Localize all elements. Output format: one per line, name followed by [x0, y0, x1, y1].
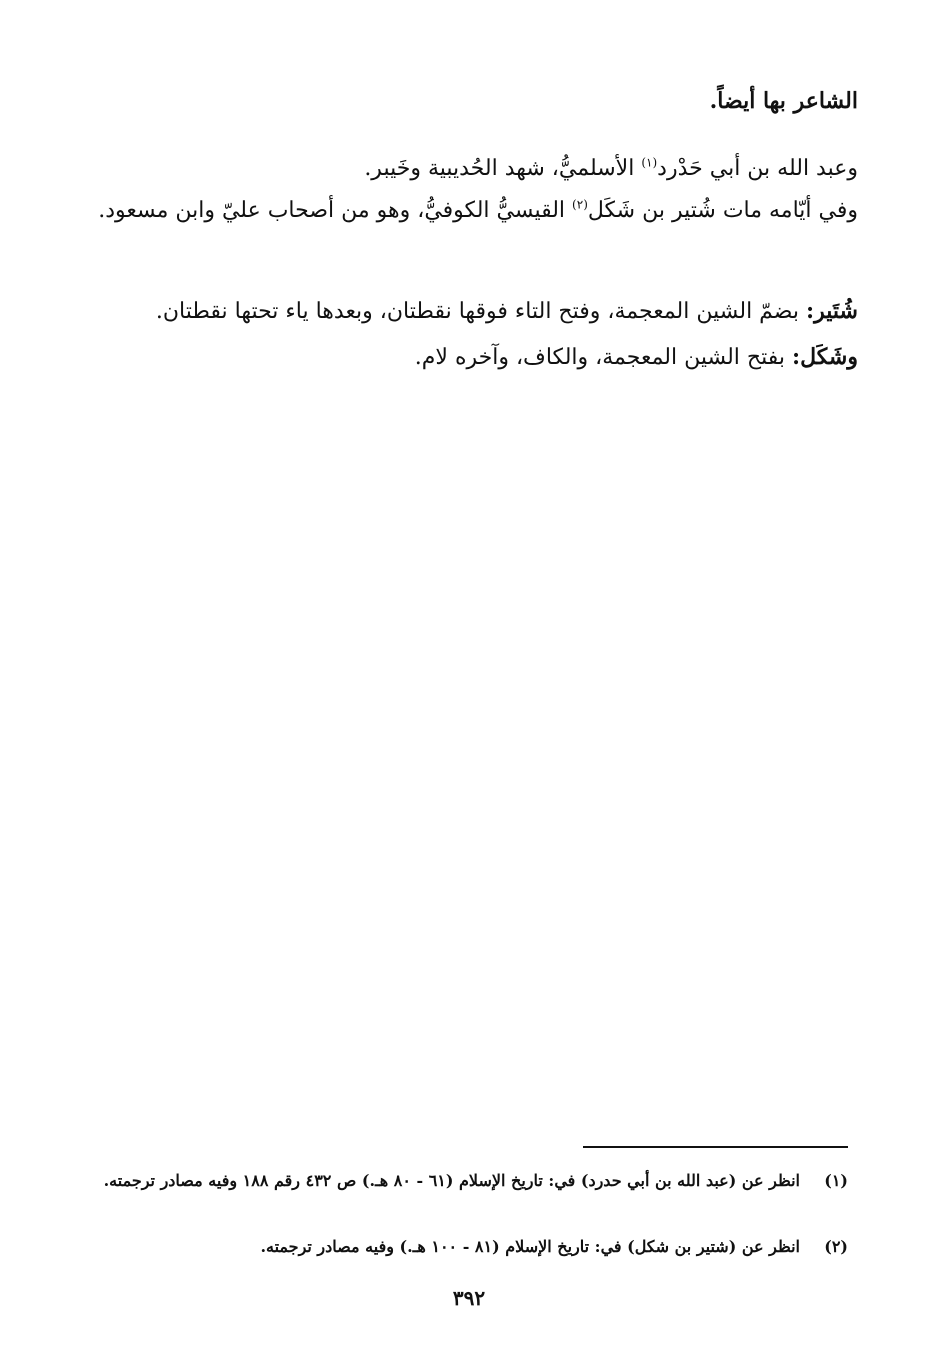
term-shakal: وشَكَل:: [792, 344, 858, 370]
spelling-shutair-text: بضمّ الشين المعجمة، وفتح التاء فوقها نقطتان، وبعدها ياء تحتها نقطتان.: [155, 299, 807, 324]
footnote-ref-1: (١): [641, 155, 658, 170]
footnote-1-text: انظر عن (عبد الله بن أبي حدرد) في: تاريخ الإسلام (٦١ - ٨٠ هـ.) ص ٤٣٢ رقم ١٨٨ وفيه مصادر ترجمته.: [103, 1171, 800, 1190]
paragraph-shutair: [55, 190, 858, 232]
paragraph-abdullah-start: وعبد الله بن أبي حَدْرد: [657, 156, 858, 181]
footnote-ref-2: (٢): [572, 197, 588, 212]
footnote-2: [55, 1234, 848, 1260]
paragraph-continuation: الشاعر بها أيضاً.: [709, 88, 858, 114]
footnote-1: [55, 1168, 848, 1194]
paragraph-abdullah: [55, 148, 858, 190]
footnote-divider: [583, 1146, 848, 1148]
footnote-2-number: (٢): [824, 1237, 848, 1256]
page-number: ٣٩٢: [452, 1286, 486, 1310]
paragraph-shakal-spelling: [55, 336, 858, 379]
spelling-shakal-text: بفتح الشين المعجمة، والكاف، وآخره لام.: [414, 345, 792, 370]
term-shutair: شُتَير:: [806, 298, 858, 324]
paragraph-shutair-end: القيسيُّ الكوفيُّ، وهو من أصحاب عليّ وابن مسعود.: [98, 198, 573, 223]
footnote-1-number: (١): [824, 1171, 848, 1190]
footnote-2-text: انظر عن (شتير بن شكل) في: تاريخ الإسلام (٨١ - ١٠٠ هـ.) وفيه مصادر ترجمته.: [260, 1237, 800, 1256]
paragraph-shutair-spelling: [55, 290, 858, 333]
paragraph-abdullah-end: الأسلميُّ، شهد الحُديبية وخَيبر.: [364, 156, 642, 181]
paragraph-shutair-start: وفي أيّامه مات شُتير بن شَكَل: [587, 198, 858, 223]
